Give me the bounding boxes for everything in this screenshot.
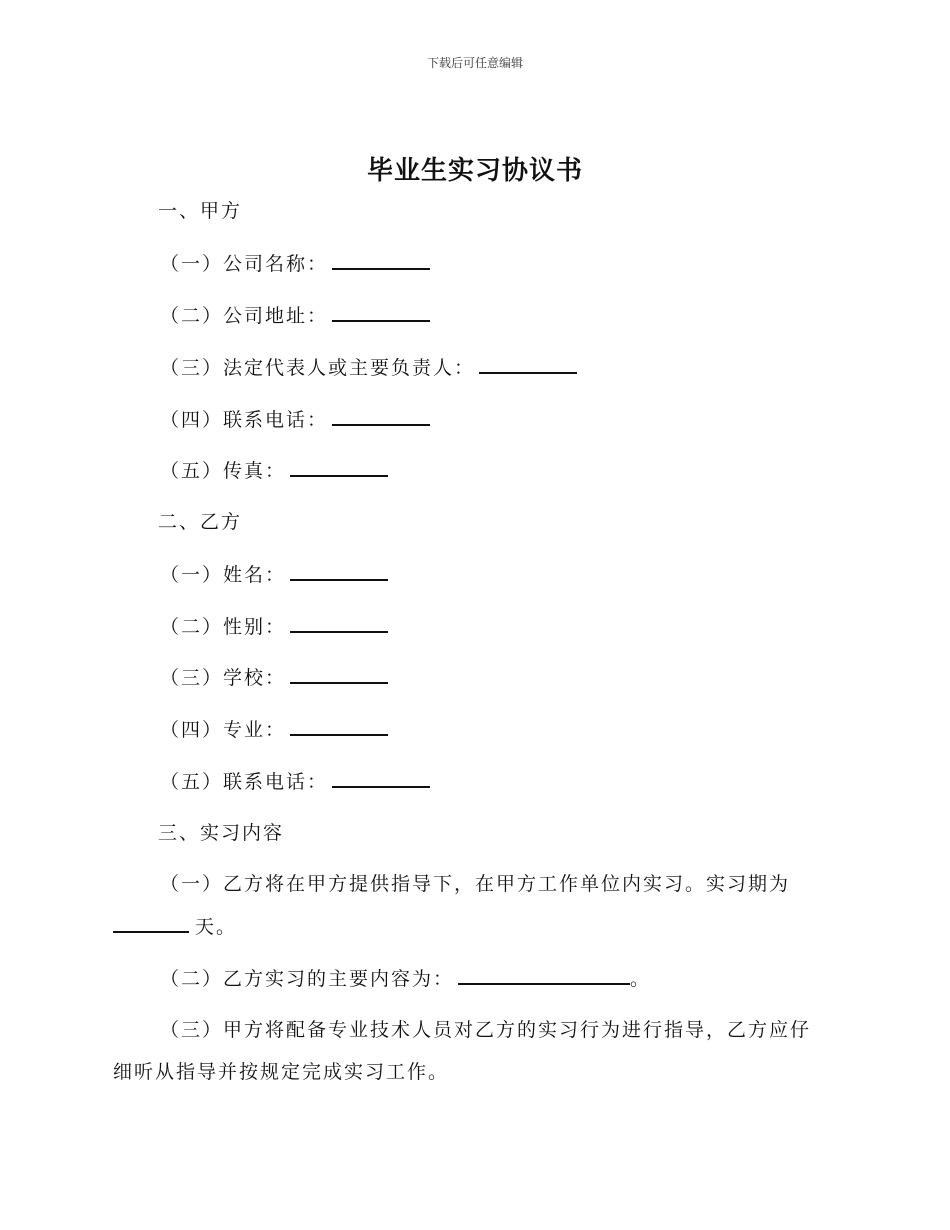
- section-heading-party-a: 一、甲方: [158, 200, 243, 222]
- paragraph-item3-line1: （三）甲方将配备专业技术人员对乙方的实习行为进行指导，乙方应仔: [160, 1019, 812, 1041]
- blank-line: [332, 250, 430, 270]
- paragraph-text: 。: [630, 968, 652, 990]
- field-gender: [160, 613, 388, 640]
- blank-line: [290, 457, 388, 477]
- field-label: （一）姓名：: [160, 564, 287, 586]
- field-label: （二）性别：: [160, 616, 287, 638]
- field-legal-representative: [160, 354, 577, 381]
- field-label: （五）联系电话：: [160, 771, 329, 793]
- blank-line: [113, 913, 189, 933]
- field-school: [160, 664, 388, 691]
- field-label: （三）学校：: [160, 667, 287, 689]
- blank-line: [290, 561, 388, 581]
- paragraph-item1-line2: [113, 913, 237, 940]
- page-header-note: 下载后可任意编辑: [426, 56, 523, 70]
- blank-line: [332, 768, 430, 788]
- blank-line: [332, 406, 430, 426]
- blank-line: [458, 965, 630, 985]
- field-label: （五）传真：: [160, 460, 287, 482]
- field-company-name: [160, 250, 430, 277]
- field-major: [160, 716, 388, 743]
- field-label: （三）法定代表人或主要负责人：: [160, 357, 476, 379]
- field-company-address: [160, 302, 430, 329]
- document-title: 毕业生实习协议书: [366, 156, 583, 186]
- section-heading-content: 三、实习内容: [158, 822, 285, 844]
- field-name: [160, 561, 388, 588]
- section-heading-party-b: 二、乙方: [158, 511, 243, 533]
- paragraph-text: 天。: [195, 916, 238, 938]
- field-label: （一）公司名称：: [160, 253, 329, 275]
- paragraph-item3-line2: 细听从指导并按规定完成实习工作。: [113, 1061, 450, 1083]
- paragraph-item1-line1: （一）乙方将在甲方提供指导下，在甲方工作单位内实习。实习期为: [160, 873, 791, 895]
- blank-line: [479, 354, 577, 374]
- field-label: （二）公司地址：: [160, 305, 329, 327]
- blank-line: [290, 613, 388, 633]
- field-label: （四）联系电话：: [160, 409, 329, 431]
- field-label: （四）专业：: [160, 719, 287, 741]
- field-fax: [160, 457, 388, 484]
- blank-line: [332, 302, 430, 322]
- paragraph-item2: [160, 965, 651, 992]
- blank-line: [290, 664, 388, 684]
- paragraph-text: （二）乙方实习的主要内容为：: [160, 968, 455, 990]
- blank-line: [290, 716, 388, 736]
- field-party-a-phone: [160, 406, 430, 433]
- field-party-b-phone: [160, 768, 430, 795]
